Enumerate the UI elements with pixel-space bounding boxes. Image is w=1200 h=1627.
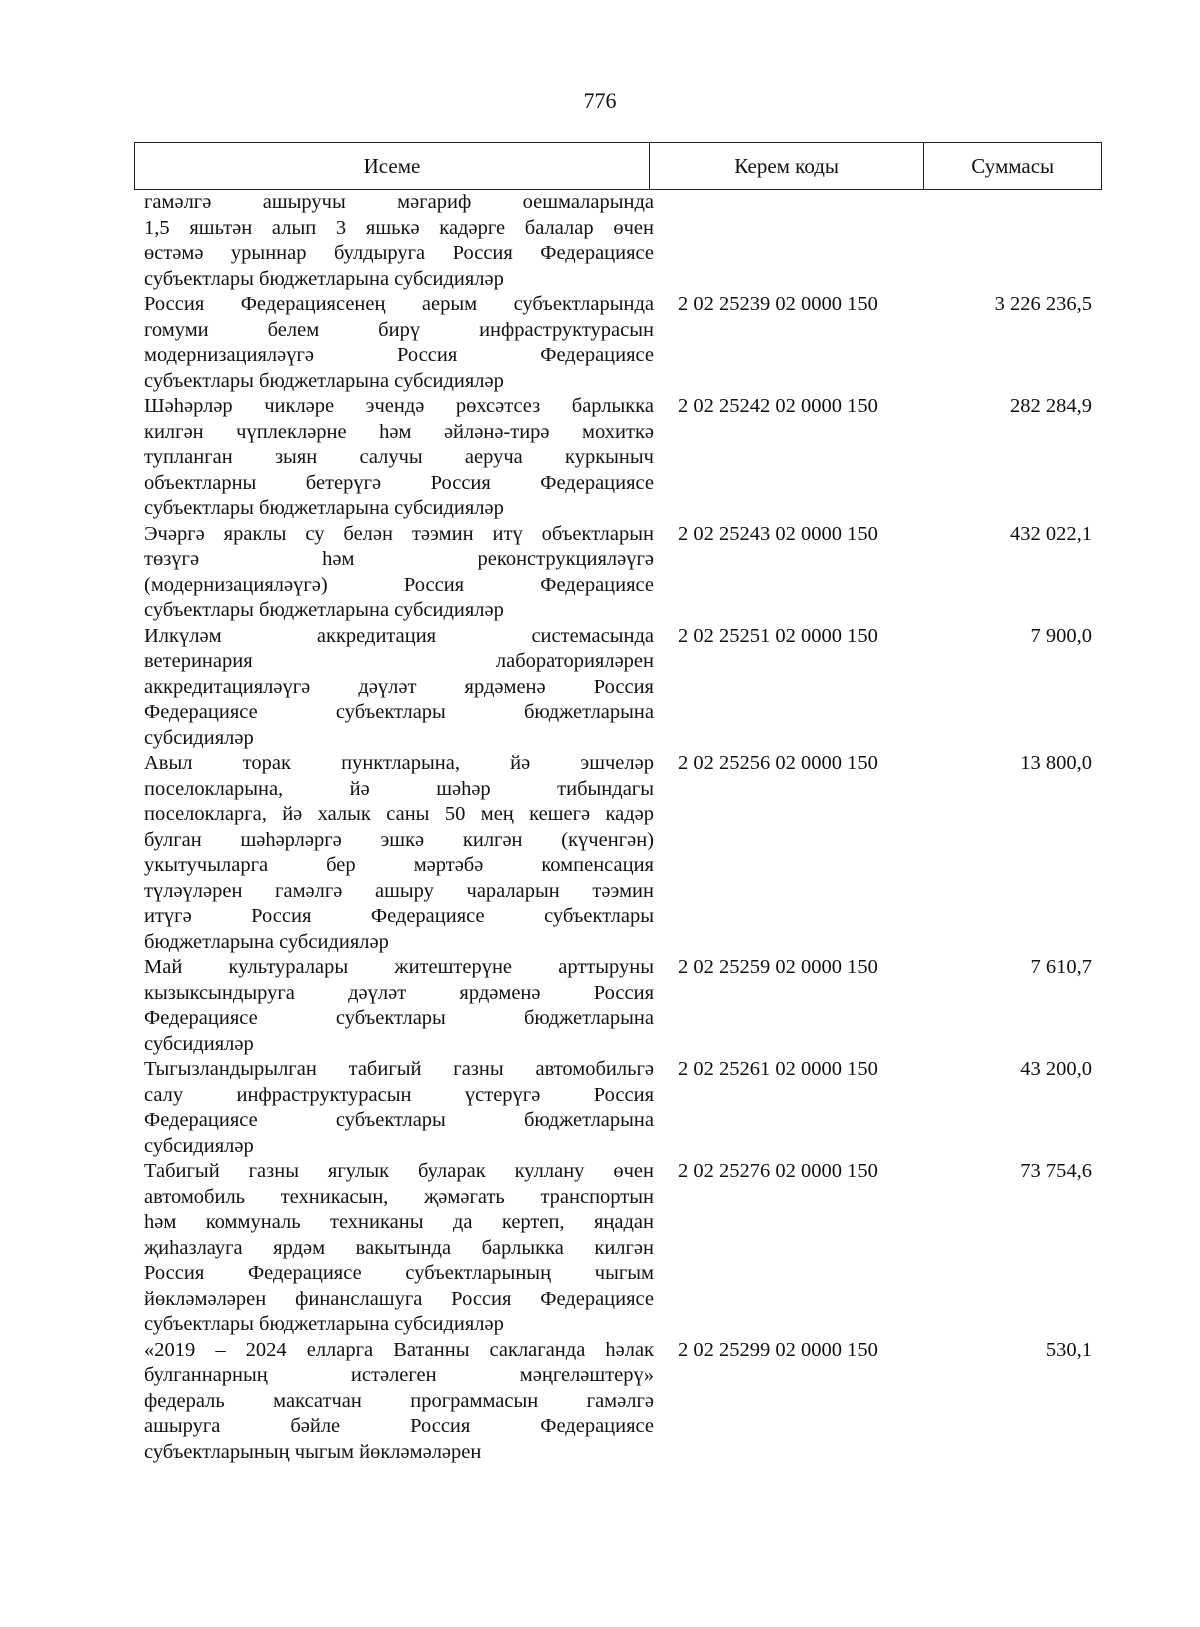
- row-code: 2 02 25276 02 0000 150: [678, 1160, 878, 1182]
- row-name-line: һәм коммуналь техниканы да кертеп, яңадан: [144, 1211, 654, 1233]
- table-row: [134, 1057, 1102, 1159]
- row-name-line: Илкүләм аккредитация системасында: [144, 624, 654, 647]
- row-name-line: Федерациясе субъектлары бюджетларына: [144, 1007, 654, 1029]
- row-name-line: субъектлары бюджетларына субсидияләр: [144, 369, 504, 392]
- row-name-line: Шәһәрләр чикләре эчендә рөхсәтсез барлыкка: [144, 395, 654, 417]
- row-code: 2 02 25242 02 0000 150: [678, 395, 878, 417]
- row-name-line: Федерациясе субъектлары бюджетларына: [144, 701, 654, 723]
- row-name-line: автомобиль техникасын, җәмәгать транспортын: [144, 1185, 654, 1208]
- row-code: [654, 190, 924, 292]
- row-name-line: гомуми белем бирү инфраструктурасын: [144, 318, 654, 341]
- header-name: Исеме: [363, 153, 421, 178]
- row-name-line: субъектларының чыгым йөкләмәләрен: [144, 1440, 482, 1463]
- row-name-line: поселокларга, йә халык саны 50 мең кешегә кадәр: [144, 803, 654, 825]
- row-name-line: салу инфраструктурасын үстерүгә Россия: [144, 1083, 654, 1106]
- row-name-line: «2019 – 2024 елларга Ватанны саклаганда һәлак: [144, 1338, 654, 1361]
- row-name-line: Тыгызландырылган табигый газны автомобильгә: [144, 1058, 654, 1080]
- row-name-line: Россия Федерациясенең аерым субъектларында: [144, 293, 654, 315]
- row-sum: 3 226 236,5: [994, 293, 1092, 315]
- row-name-line: субсидияләр: [144, 1134, 254, 1157]
- row-name-line: булганнарның истәлеген мәңгеләштерү»: [144, 1364, 654, 1386]
- row-name-line: Россия Федерациясе субъектларының чыгым: [144, 1262, 654, 1284]
- row-sum: 432 022,1: [1010, 522, 1092, 545]
- row-name-line: субъектлары бюджетларына субсидияләр: [144, 497, 504, 519]
- row-name-line: субъектлары бюджетларына субсидияләр: [144, 267, 504, 290]
- row-code: 2 02 25239 02 0000 150: [678, 293, 878, 315]
- row-name: [134, 394, 654, 522]
- row-name-line: Май культуралары житештерүне арттыруны: [144, 956, 654, 978]
- row-sum: 7 900,0: [1030, 624, 1092, 647]
- table-row: [134, 624, 1102, 752]
- budget-table: [134, 142, 1102, 1465]
- row-name-line: субъектлары бюджетларына субсидияләр: [144, 599, 504, 621]
- row-name-line: субсидияләр: [144, 1032, 254, 1055]
- table-row: [134, 1338, 1102, 1466]
- table-row: [134, 394, 1102, 522]
- row-name-line: өстәмә урыннар булдыруга Россия Федерациясе: [144, 242, 654, 264]
- row-name-line: модернизацияләүгә Россия Федерациясе: [144, 344, 654, 366]
- row-name-line: булган шәһәрләргә эшкә килгән (күченгән): [144, 828, 654, 851]
- row-name-line: итүгә Россия Федерациясе субъектлары: [144, 905, 654, 927]
- page-number: 776: [583, 88, 617, 113]
- row-name: [134, 190, 654, 292]
- row-name-line: ашыруга бәйле Россия Федерациясе: [144, 1415, 654, 1437]
- row-name: [134, 1338, 654, 1466]
- row-sum: 530,1: [1045, 1338, 1092, 1361]
- row-name-line: җиһазлауга ярдәм вакытында барлыкка килгән: [144, 1236, 654, 1259]
- table-row: [134, 751, 1102, 955]
- row-name-line: Табигый газны ягулык буларак куллану өчен: [144, 1160, 654, 1182]
- row-name-line: поселокларына, йә шәһәр тибындагы: [144, 777, 654, 800]
- header-code: Керем коды: [649, 143, 923, 189]
- row-sum: 43 200,0: [1020, 1058, 1092, 1080]
- row-name-line: кызыксындыруга дәүләт ярдәменә Россия: [144, 981, 654, 1004]
- row-sum: 73 754,6: [1020, 1160, 1092, 1182]
- table-row: [134, 1159, 1102, 1338]
- row-name-line: Авыл торак пунктларына, йә эшчеләр: [144, 752, 654, 774]
- row-name-line: федераль максатчан программасын гамәлгә: [144, 1389, 654, 1412]
- table-row: [134, 522, 1102, 624]
- row-name-line: объектларны бетерүгә Россия Федерациясе: [144, 471, 654, 494]
- row-name-line: укытучыларга бер мәртәбә компенсация: [144, 854, 654, 876]
- row-name: [134, 955, 654, 1057]
- row-name-line: тупланган зыян салучы аеруча куркыныч: [144, 446, 654, 468]
- row-name-line: (модернизацияләүгә) Россия Федерациясе: [144, 573, 654, 596]
- row-name: [134, 624, 654, 752]
- header-sum: Суммасы: [923, 143, 1101, 189]
- row-name-line: аккредитацияләүгә дәүләт ярдәменә Россия: [144, 675, 654, 698]
- row-name-line: ветеринария лабораторияләрен: [144, 650, 654, 672]
- table-row: [134, 292, 1102, 394]
- table-header: [134, 142, 1102, 190]
- row-code: 2 02 25243 02 0000 150: [678, 522, 878, 545]
- row-code: 2 02 25251 02 0000 150: [678, 624, 878, 647]
- row-name-line: гамәлгә ашыручы мәгариф оешмаларында: [144, 191, 654, 213]
- row-code: 2 02 25256 02 0000 150: [678, 752, 878, 774]
- row-name: [134, 1159, 654, 1338]
- row-name: [134, 292, 654, 394]
- row-sum: 282 284,9: [1010, 395, 1092, 417]
- row-name-line: 1,5 яшьтән алып 3 яшькә кадәрге балалар өчен: [144, 216, 654, 239]
- row-code: 2 02 25259 02 0000 150: [678, 956, 878, 978]
- row-name-line: түләүләрен гамәлгә ашыру чараларын тәэмин: [144, 879, 654, 902]
- table-body: [134, 190, 1102, 1465]
- row-code: 2 02 25299 02 0000 150: [678, 1338, 878, 1361]
- row-code: 2 02 25261 02 0000 150: [678, 1058, 878, 1080]
- row-name: [134, 522, 654, 624]
- row-name-line: Федерациясе субъектлары бюджетларына: [144, 1109, 654, 1131]
- row-sum: 7 610,7: [1030, 956, 1092, 978]
- row-sum: [924, 190, 1102, 292]
- row-name-line: Эчәргә яраклы су белән тәэмин итү объектларын: [144, 522, 654, 545]
- row-name-line: субъектлары бюджетларына субсидияләр: [144, 1313, 504, 1335]
- row-name-line: йөкләмәләрен финанслашуга Россия Федерациясе: [144, 1287, 654, 1310]
- row-sum: 13 800,0: [1020, 752, 1092, 774]
- table-row: [134, 190, 1102, 292]
- row-name-line: төзүгә һәм реконструкцияләүгә: [144, 548, 654, 570]
- row-name-line: бюджетларына субсидияләр: [144, 930, 389, 953]
- row-name: [134, 1057, 654, 1159]
- row-name-line: субсидияләр: [144, 726, 254, 749]
- row-name: [134, 751, 654, 955]
- row-name-line: килгән чүплекләрне һәм әйләнә-тирә мохиткә: [144, 420, 654, 443]
- table-row: [134, 955, 1102, 1057]
